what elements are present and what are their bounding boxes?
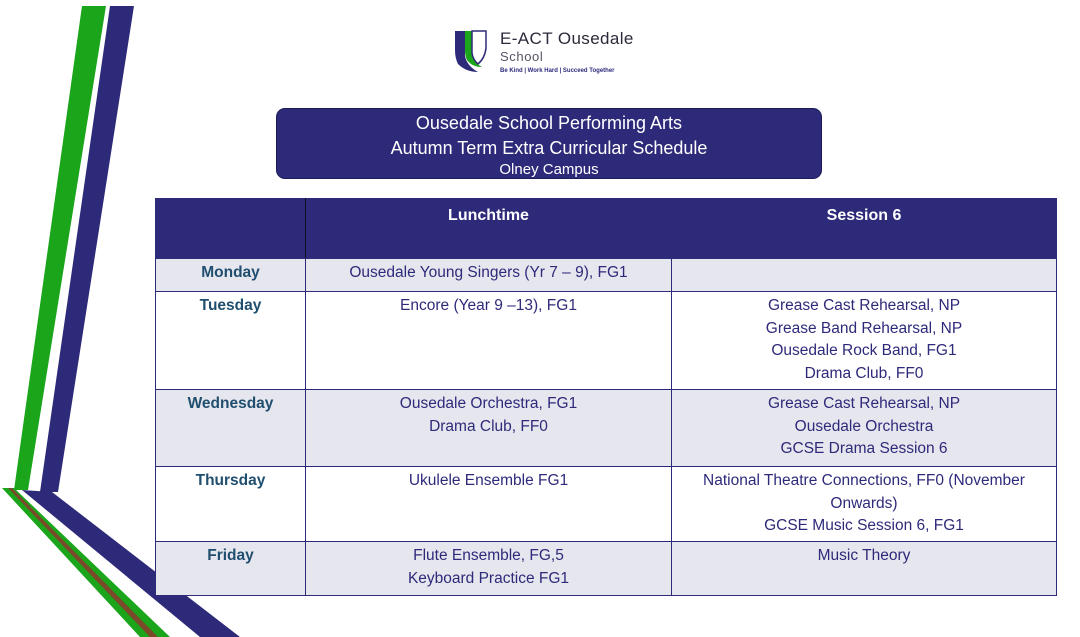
logo-subtitle: School — [500, 49, 544, 64]
table-header-row — [156, 199, 1057, 259]
day-cell: Friday — [156, 542, 306, 596]
day-cell: Tuesday — [156, 292, 306, 390]
table-row — [156, 390, 1057, 467]
schedule-table — [155, 198, 1057, 596]
header-lunchtime: Lunchtime — [306, 199, 672, 259]
activity-line: Grease Band Rehearsal, NP — [765, 319, 963, 337]
logo-name: E-ACT Ousedale — [500, 29, 634, 48]
day-cell: Thursday — [156, 467, 306, 542]
day-cell: Monday — [156, 259, 306, 292]
session6-cell — [672, 467, 1057, 542]
activity-line: National Theatre Connections, FF0 (November Onwards) — [703, 472, 1025, 512]
activity-line: Encore (Year 9 –13), FG1 — [400, 297, 577, 314]
session6-cell — [672, 292, 1057, 390]
activity-line: Keyboard Practice FG1 — [407, 569, 570, 587]
header-session-6: Session 6 — [672, 199, 1057, 259]
table-row — [156, 542, 1057, 596]
title-line-3: Olney Campus — [499, 161, 599, 178]
activity-line: Grease Cast Rehearsal, NP — [767, 395, 961, 412]
title-line-1: Ousedale School Performing Arts — [415, 113, 683, 133]
table-row — [156, 292, 1057, 390]
activity-line: Grease Cast Rehearsal, NP — [767, 297, 961, 314]
activity-line: Flute Ensemble, FG,5 — [413, 547, 564, 564]
session6-cell — [672, 259, 1057, 292]
table-row — [156, 259, 1057, 292]
activity-line: GCSE Drama Session 6 — [780, 440, 948, 457]
lunchtime-cell — [306, 467, 672, 542]
activity-line: Ukulele Ensemble FG1 — [408, 472, 569, 489]
lunchtime-cell — [306, 292, 672, 390]
activity-line: Music Theory — [817, 547, 911, 564]
school-logo — [452, 28, 682, 80]
lunchtime-cell — [306, 390, 672, 467]
lunchtime-cell — [306, 542, 672, 596]
day-cell: Wednesday — [156, 390, 306, 467]
header-day — [156, 199, 306, 259]
activity-line: Ousedale Orchestra, FG1 — [399, 395, 578, 412]
activity-line: Ousedale Young Singers (Yr 7 – 9), FG1 — [349, 264, 628, 281]
activity-line: Drama Club, FF0 — [429, 417, 548, 435]
session6-cell — [672, 390, 1057, 467]
activity-line: Ousedale Rock Band, FG1 — [771, 342, 957, 359]
activity-line: Ousedale Orchestra — [794, 417, 934, 435]
title-line-2: Autumn Term Extra Curricular Schedule — [390, 138, 708, 158]
title-banner — [276, 108, 822, 179]
activity-line: Drama Club, FF0 — [804, 364, 924, 382]
lunchtime-cell — [306, 259, 672, 292]
shield-logo-icon — [452, 28, 492, 78]
table-row — [156, 467, 1057, 542]
logo-tagline: Be Kind | Work Hard | Succeed Together — [500, 68, 615, 74]
activity-line: GCSE Music Session 6, FG1 — [764, 517, 964, 534]
session6-cell — [672, 542, 1057, 596]
